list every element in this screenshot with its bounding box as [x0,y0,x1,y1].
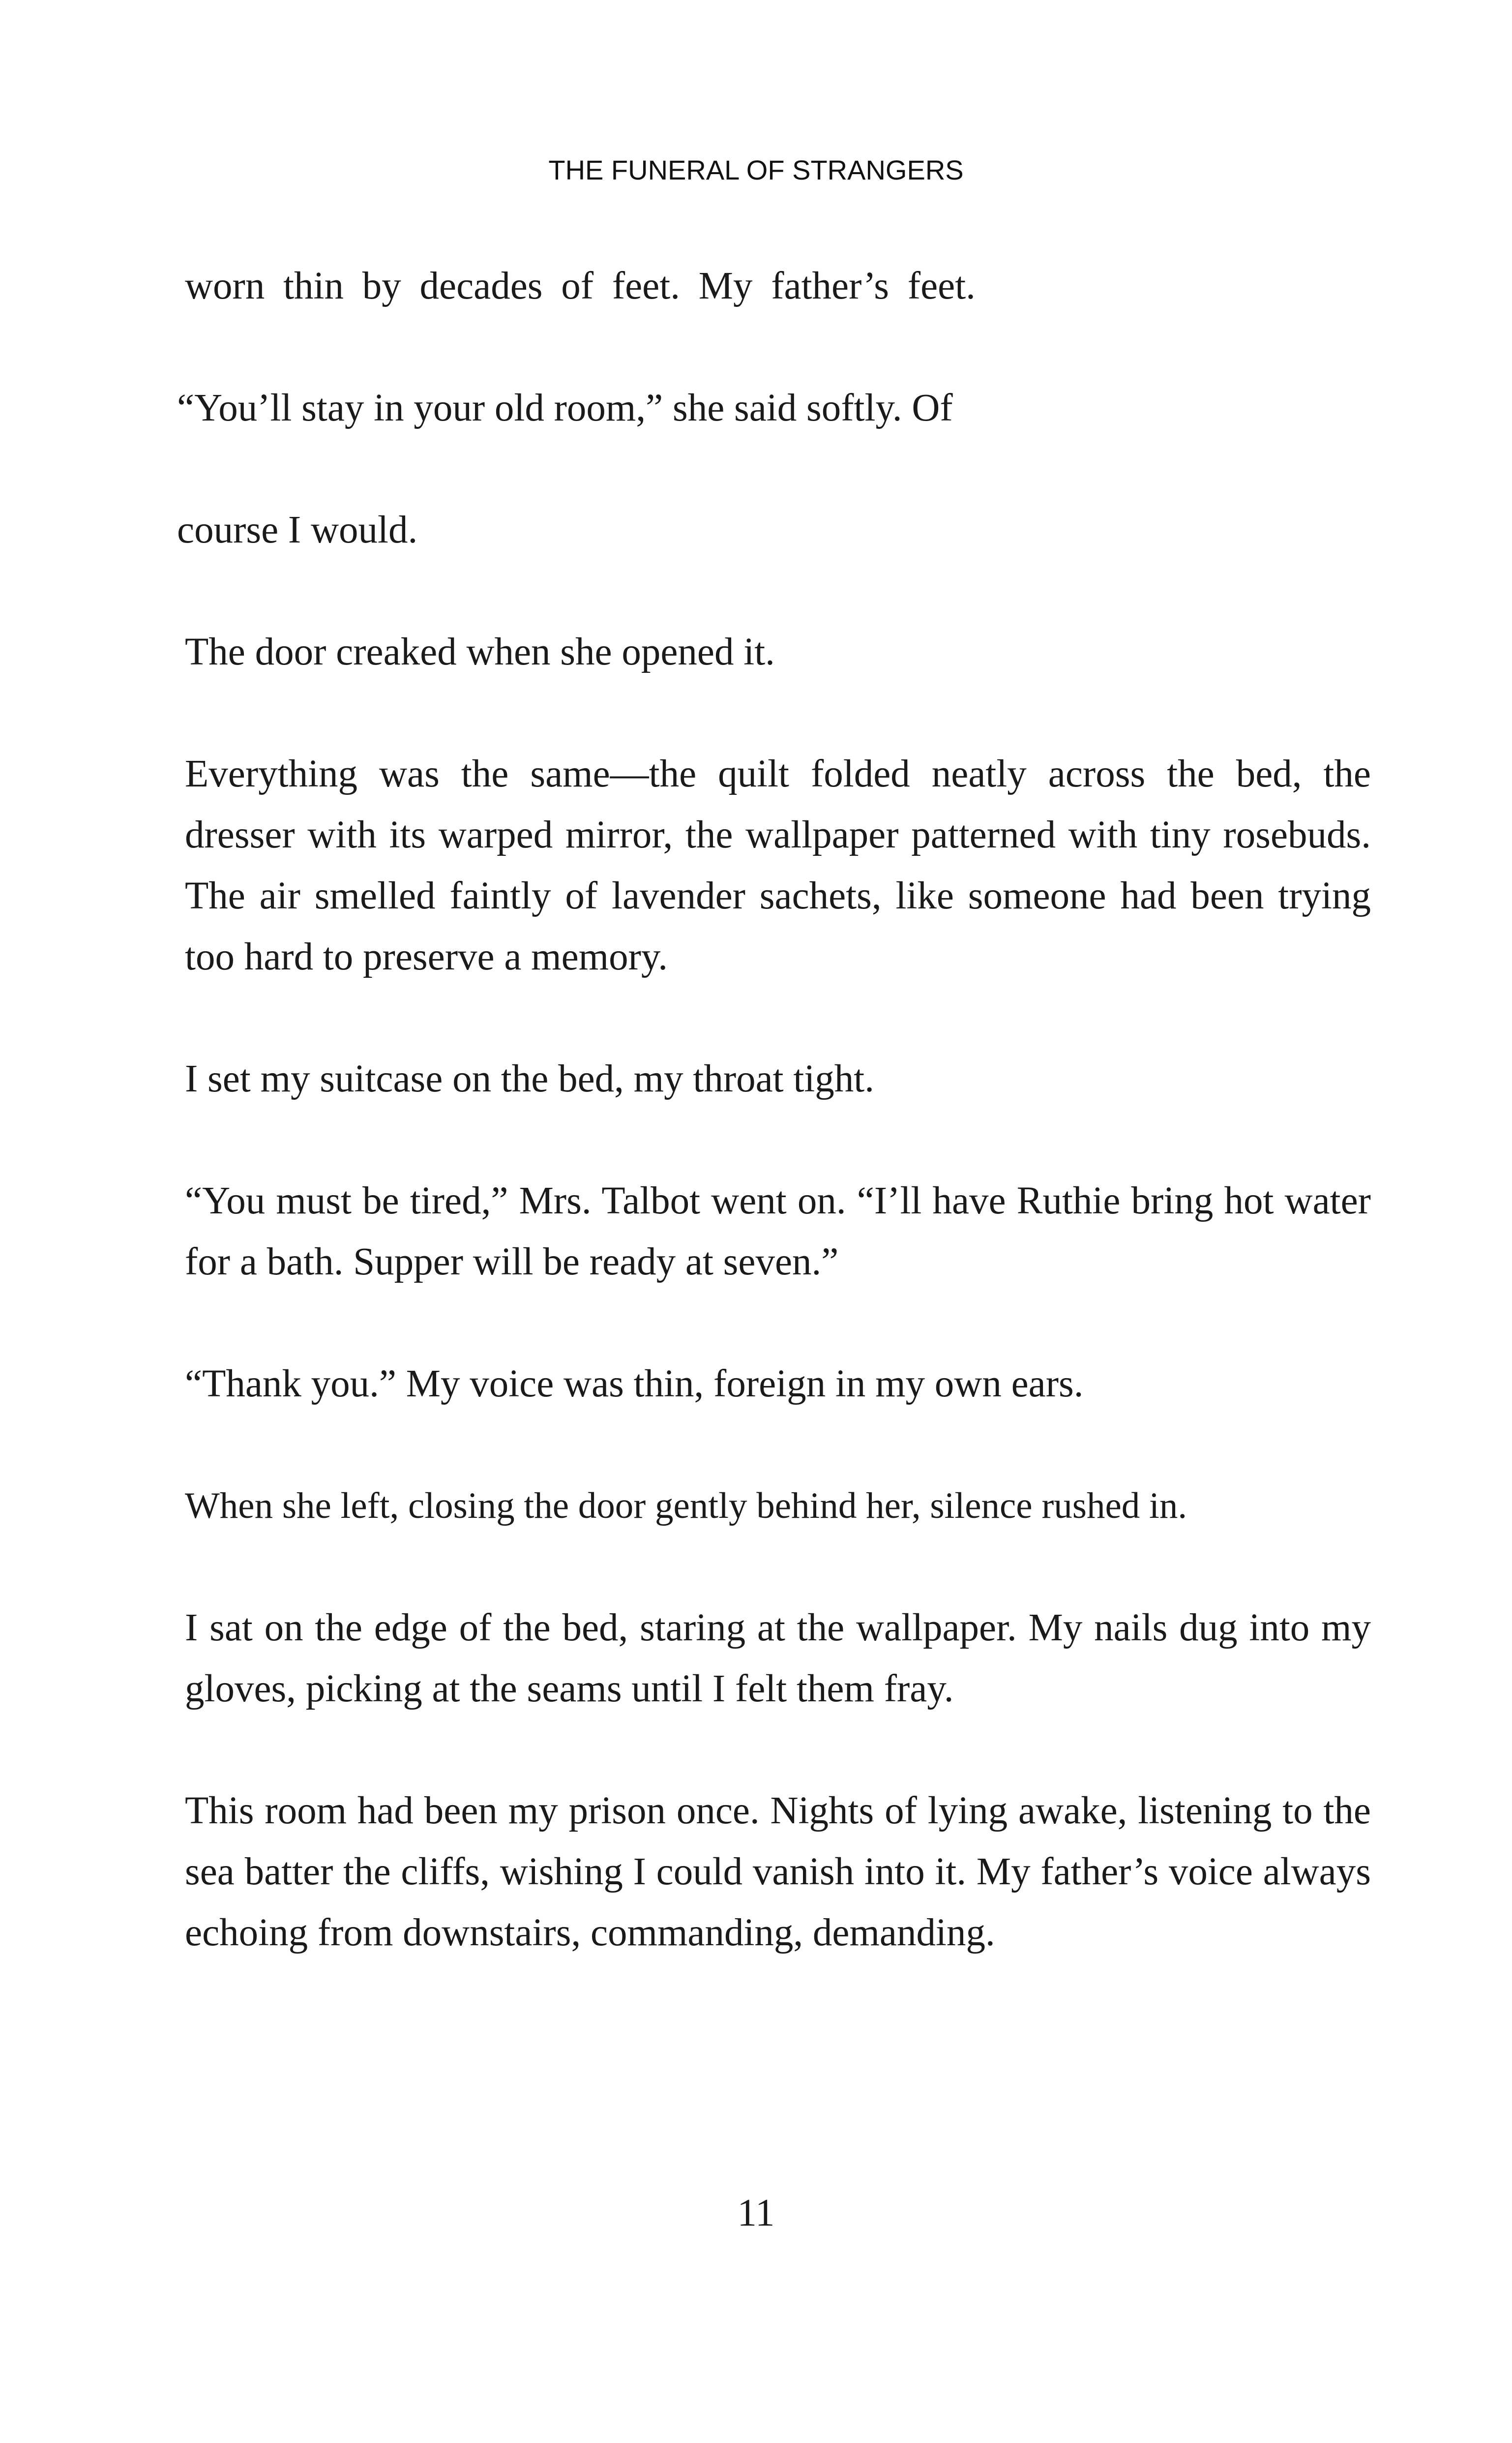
paragraph-9: I sat on the edge of the bed, staring at the wallpaper. My nails dug into my gloves, picking at the seams until I felt them fray. [185,1606,1371,1710]
paragraph-8: When she left, closing the door gently behind her, silence rushed in. [185,1485,1187,1526]
page-number: 11 [737,2192,775,2234]
paragraph-6: “You must be tired,” Mrs. Talbot went on. “I’ll have Ruthie bring hot water for a bath. Supper will be ready at seven.” [185,1179,1371,1283]
paragraph-4: Everything was the same—the quilt folded neatly across the bed, the dresser with its warped mirror, the wallpaper patterned with tiny rosebuds. The air smelled faintly of lavender sachets, like someone had been trying too hard to preserve a memory. [185,753,1371,978]
paragraph-2-line-1: “You’ll stay in your old room,” she said softly. Of [177,387,953,429]
paragraph-7: “Thank you.” My voice was thin, foreign in my own ears. [185,1362,1084,1405]
paragraph-2-line-2: course I would. [177,509,418,551]
body-text [177,256,1371,2024]
running-header: THE FUNERAL OF STRANGERS [548,154,964,185]
paragraph-3: The door creaked when she opened it. [185,631,775,673]
paragraph-10: This room had been my prison once. Nights of lying awake, listening to the sea batter the cliffs, wishing I could vanish into it. My father’s voice always echoing from downstairs, commanding, demanding. [185,1789,1371,1954]
paragraph-1: worn thin by decades of feet. My father’s feet. [185,265,976,307]
paragraph-5: I set my suitcase on the bed, my throat tight. [185,1057,874,1100]
